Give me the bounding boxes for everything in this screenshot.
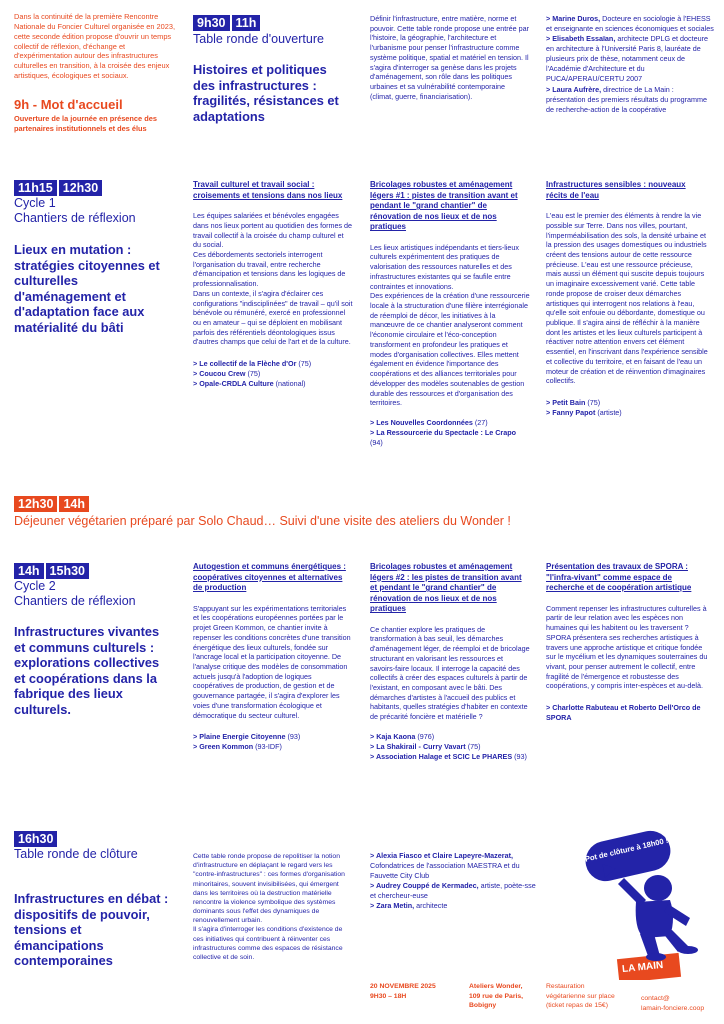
cycle1-col1-list xyxy=(193,359,353,389)
cycle2-label: Cycle 2 xyxy=(14,579,56,593)
opening-label: Table ronde d'ouverture xyxy=(193,32,324,46)
footer-date-block xyxy=(370,982,436,1001)
welcome-title: 9h - Mot d'accueil xyxy=(14,97,123,112)
cycle1-label2: Chantiers de réflexion xyxy=(14,211,136,225)
list-item: > La Shakirail - Curry Vavart (75) xyxy=(370,742,530,752)
speaker-item: > Audrey Couppé de Kermadec, artiste, poète-sse et chercheur-euse xyxy=(370,881,540,901)
food-line: (ticket repas de 15€) xyxy=(546,1002,608,1010)
cycle1-col2-list xyxy=(370,418,530,448)
closing-time xyxy=(14,830,57,848)
paragraph: Il s'agira d'interroger les conditions d'existence de ces initiatives qui contribuent à réinventer ces infrastructures comme des espaces de résistance collective et de soin. xyxy=(193,926,343,961)
list-item: > Green Kommon (93-IDF) xyxy=(193,742,353,752)
list-item: > Les Nouvelles Coordonnées (27) xyxy=(370,418,530,428)
closing-speakers xyxy=(370,851,540,911)
cycle1-col1-title: Travail culturel et travail social : croisements et tensions dans nos lieux xyxy=(193,180,343,200)
footer-food xyxy=(546,982,615,1011)
venue-line: 109 rue de Paris, xyxy=(469,992,524,1000)
cycle1-col2 xyxy=(370,180,530,448)
cycle2-label2: Chantiers de réflexion xyxy=(14,594,136,608)
closing-title: Infrastructures en débat : dispositifs de pouvoir, tensions et émancipations contemporaines xyxy=(14,891,169,969)
closing-drink-bubble: Pot de clôture à 18h00 ! xyxy=(582,827,675,885)
cycle1-title: Lieux en mutation : stratégies citoyennes et culturelles d'aménagement et d'adaptation face aux matérialité du bâti xyxy=(14,242,160,336)
cycle2-time-start: 14h xyxy=(14,563,44,579)
lunch-text: Déjeuner végétarien préparé par Solo Chaud… Suivi d'une visite des ateliers du Wonder ! xyxy=(14,514,511,528)
paragraph: Dans un contexte, il s'agira d'éclairer ces configurations "indisciplinées" de travail – qu'il soit bénévole ou rémunéré, exercé en professionnel ou en amateur – qui se déploient en mobilisant parfois des référentiels déontologiques issus d'autres champs que celui de l'art et de la culture. xyxy=(193,288,353,347)
cycle2-col3-title: Présentation des travaux de SPORA : "l'infra-vivant" comme espace de recherche et de coopération artistique xyxy=(546,562,692,593)
paragraph: Ces débordements sectoriels interrogent l'organisation du travail, entre recherche d'émancipation et tensions dans les logiques de professionnalisation. xyxy=(193,249,346,289)
cycle2-time xyxy=(14,562,89,580)
welcome-subtitle: Ouverture de la journée en présence des partenaires institutionnels et des élus xyxy=(14,114,157,133)
food-line: végétarienne sur place xyxy=(546,992,615,1000)
opening-title: Histoires et politiques des infrastructures : fragilités, résistances et adaptations xyxy=(193,62,339,124)
cycle2-col2 xyxy=(370,562,530,762)
contact-line[interactable]: contact@ xyxy=(641,995,670,1002)
opening-time-end: 11h xyxy=(232,15,261,31)
list-item: > Plaine Energie Citoyenne (93) xyxy=(193,732,353,742)
cycle2-col3-body xyxy=(546,604,708,691)
cycle2-col1 xyxy=(193,562,353,752)
list-item: > Opale-CRDLA Culture (national) xyxy=(193,379,353,389)
cycle1-col3-body xyxy=(546,211,708,386)
cycle1-col1 xyxy=(193,180,353,389)
footer-hours: 9H30 – 18H xyxy=(370,992,407,1000)
speaker-item: > Alexia Fiasco et Claire Lapeyre-Mazerat, Cofondatrices de l'association MAESTRA et du Fauvette City Club xyxy=(370,851,540,881)
cycle1-col1-body xyxy=(193,211,353,347)
cycle1-time-end: 12h30 xyxy=(59,180,102,196)
closing-description xyxy=(193,852,353,962)
lunch-time-start: 12h30 xyxy=(14,496,57,512)
list-item: > Le collectif de la Flèche d'Or (75) xyxy=(193,359,353,369)
cycle2-col3-list xyxy=(546,703,708,723)
la-main-logo-text: LA MAIN xyxy=(621,959,664,976)
cycle2-title: Infrastructures vivantes et communs culturels : explorations collectives et coopérations dans la fabrique des lieux culturels. xyxy=(14,624,160,718)
list-item: > Petit Bain (75) xyxy=(546,398,708,408)
cycle1-time-start: 11h15 xyxy=(14,180,57,196)
closing-time-start: 16h30 xyxy=(14,831,57,847)
paragraph: Les équipes salariées et bénévoles engagées dans nos lieux portent au quotidien des formes de travail collectif à la croisée du champ culturel et du social. xyxy=(193,211,353,250)
cycle2-col1-title: Autogestion et communs énergétiques : coopératives citoyennes et alternatives de production xyxy=(193,562,346,593)
list-item: > Fanny Papot (artiste) xyxy=(546,408,708,418)
opening-description: Définir l'infrastructure, entre matière, norme et pouvoir. Cette table ronde propose une entrée par l'histoire, la géographie, l'architecture et l'urbanisme pour penser l'infrastructure comme système politique, spatial et matériel en tension. Il s'agira d'interroger sa genèse dans les projets d'aménagement, son rôle dans les politiques urbaines et sa vulnérabilité contemporaine (climat, guerre, financiarisation). xyxy=(370,14,530,101)
cycle1-col3 xyxy=(546,180,708,418)
footer-venue xyxy=(469,982,523,1011)
cycle2-col2-list xyxy=(370,732,530,762)
cycle1-col2-title: Bricolages robustes et aménagement légers #1 : pistes de transition avant et pendant le "grand chantier" de rénovation de nos lieux et de nos pratiques xyxy=(370,180,518,232)
cycle1-col2-body xyxy=(370,243,530,408)
paragraph: S'appuyant sur les expérimentations territoriales et les coopérations européennes portées par le projet Green Kommon, ce chantier invite à repenser les conditions concrètes d'une transition énergétique des lieux culturels, fondée sur l'ancrage local et la participation citoyenne. De l'analyse critique des modèles de consommation actuels jusqu'à l'adoption de logiques coopératives de production, de gestion et de gouvernance partagée, il s'agira d'explorer les voies d'une transformation écologique et démocratique du secteur culturel. xyxy=(193,603,351,720)
speaker-item: > Zara Metin, architecte xyxy=(370,901,540,911)
speaker-item: > Laura Aufrère, directrice de La Main : présentation des premiers résultats du programme de recherche-action de la coopérative xyxy=(546,85,714,115)
footer-contact[interactable] xyxy=(641,994,704,1013)
speaker-item: > Elisabeth Essaïan, architecte DPLG et docteure en architecture à l'Université Paris 8, lauréate de plusieurs prix de thèse, notamment ceux de l'Académie d'Architecture et du PUCA/APERAU/CERTU 2007 xyxy=(546,34,714,84)
cycle2-col2-body xyxy=(370,625,530,722)
cycle2-time-end: 15h30 xyxy=(46,563,89,579)
footer-date: 20 NOVEMBRE 2025 xyxy=(370,983,436,990)
paragraph: L'eau est le premier des éléments à rendre la vie possible sur Terre. Dans nos villes, pourtant, l'imperméabilisation des sols, la densité urbaine et la pression des usages domestiques ou industriels créent des tensions autour de cette ressource précieuse. L'eau est une ressource précieuse, mais aussi un élément qui suscite depuis toujours un imaginaire excessivement varié. Cette table ronde propose de croiser deux démarches artistiques qui interrogent nos relations à l'eau, qu'elle soit enfouie ou débordante, domestique ou publique. Il s'agira ainsi de réfléchir à la manière dont les artistes et les lieux culturels participent à réactiver notre attention envers cet élément essentiel, en l'inscrivant dans l'expérience sensible et collective du territoire, et en faisant de l'eau un moteur de création et de réinvention d'imaginaires collectifs. xyxy=(546,211,708,386)
paragraph: Comment repenser les infrastructures culturelles à partir de leur relation avec les espèces non humaines qui les habitent ou les traversent ? SPORA présentera ses recherches artistiques à travers une approche artistique et critique fondée sur le mycélium et les dynamiques souterraines du vivant, pour penser autrement le collectif, entre fragilité de l'émergence et robustesse des coopérations, y compris inter-espèces et au-delà. xyxy=(546,603,708,691)
speaker-item: > Marine Duros, Docteure en sociologie à l'EHESS et enseignante en sciences économiques et sociales xyxy=(546,14,714,34)
closing-label: Table ronde de clôture xyxy=(14,847,138,861)
lunch-time xyxy=(14,495,89,513)
intro-text: Dans la continuité de la première Rencontre Nationale du Foncier Culturel organisée en 2023, cette seconde édition propose d'ouvrir un temps collectif de réflexion, d'échange et d'expérimentation autour des infrastructures culturelles en transition, à la croisée des enjeux artistiques, écologiques et sociaux. xyxy=(14,12,176,81)
opening-time xyxy=(193,14,260,32)
paragraph: Les lieux artistiques indépendants et tiers-lieux culturels expérimentent des pratiques de valorisation des ressources naturelles et des infrastructures existantes qui se faufile entre contraintes et innovations. xyxy=(370,242,520,291)
opening-time-start: 9h30 xyxy=(193,15,230,31)
paragraph: Des expériences de la création d'une ressourcerie locale à la structuration d'une filière interrégionale de réemploi de décor, les initiatives à la manœuvre de ce chantier analyseront comment l'économie circulaire et l'éco-conception transforment en profondeur les pratiques et modes d'organisation collectives. Elles mettent également en évidence l'importance des coopérations et des alliances territoriales pour développer des modèles soutenables de gestion durable des ressources et d'organisation des territoires. xyxy=(370,291,530,408)
contact-line[interactable]: lamain-fonciere.coop xyxy=(641,1004,705,1012)
opening-speakers xyxy=(546,14,714,115)
cycle2-col1-list xyxy=(193,732,353,752)
paragraph: Cette table ronde propose de repolitiser la notion d'infrastructure en déplaçant le regard vers les "contre-infrastructures" : ces formes d'organisation minoritaires, souvent invisibilisées, qui émergent dans les territoires où la destruction matérielle rencontre la violence symbolique des systèmes dominants sous l'effet des dynamiques de renouvellement urbain. xyxy=(193,853,345,925)
cycle1-time xyxy=(14,179,102,197)
food-line: Restauration xyxy=(546,983,585,990)
cycle1-label: Cycle 1 xyxy=(14,196,56,210)
list-item: > La Ressourcerie du Spectacle : Le Crapo (94) xyxy=(370,428,530,448)
list-item: > Association Halage et SCIC Le PHARES (93) xyxy=(370,752,530,762)
cycle2-col1-body xyxy=(193,604,353,721)
list-item: > Kaja Kaona (976) xyxy=(370,732,530,742)
lunch-time-end: 14h xyxy=(59,496,89,512)
cycle2-col3 xyxy=(546,562,708,723)
venue-line: Ateliers Wonder, xyxy=(469,983,523,990)
paragraph: Ce chantier explore les pratiques de transformation à bas seuil, les démarches d'aménagement léger, de réemploi et de bricolage structurant en valorisant les ressources et savoirs-faire locaux. Il interroge la capacité des collectifs à créer des espaces culturels à partir de l'existant, en composant avec le bâti. Des démarches d'artistes à l'accueil des publics et habitants, quelles stratégies d'habiter en contexte de précarité foncière et matérielle ? xyxy=(370,624,530,722)
list-item: > Charlotte Rabuteau et Roberto Dell'Orco de SPORA xyxy=(546,703,708,723)
cycle1-col3-title: Infrastructures sensibles : nouveaux récits de l'eau xyxy=(546,180,686,200)
venue-line: Bobigny xyxy=(469,1002,497,1010)
list-item: > Coucou Crew (75) xyxy=(193,369,353,379)
cycle1-col3-list xyxy=(546,398,708,418)
cycle2-col2-title: Bricolages robustes et aménagement légers #2 : les pistes de transition avant et pendant le "grand chantier" de rénovation de nos lieux et de nos pratiques xyxy=(370,562,522,614)
